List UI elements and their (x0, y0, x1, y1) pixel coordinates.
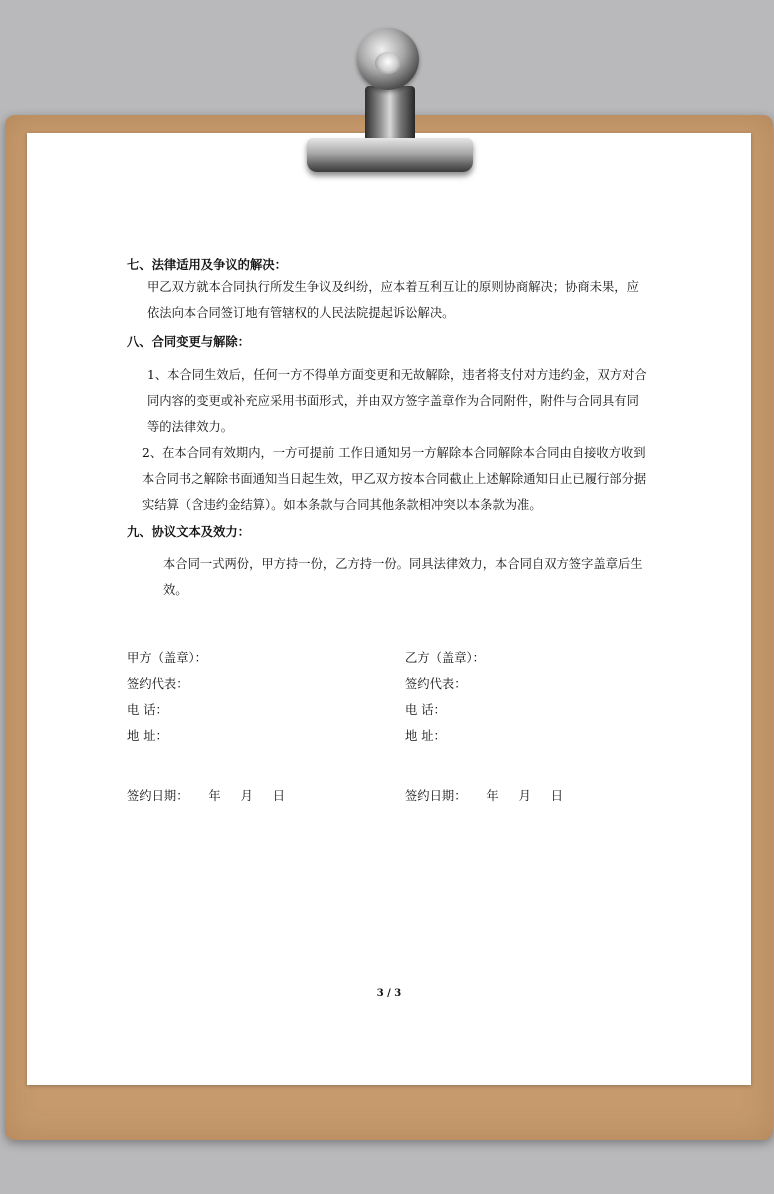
section-7-heading: 七、法律适用及争议的解决： (127, 258, 287, 272)
party-b-address: 地 址： (405, 729, 446, 743)
party-a-phone: 电 话： (127, 703, 168, 717)
section-7-text: 甲乙双方就本合同执行所发生争议及纠纷，应本着互利互让的原则协商解决；协商未果，应依法向本合同签订地有管辖权的人民法院提起诉讼解决。 (147, 280, 639, 320)
party-b-seal: 乙方（盖章）： (405, 651, 485, 665)
section-8-item-2: 2、在本合同有效期内，一方可提前 工作日通知另一方解除本合同解除本合同由自接收方收到本合同书之解除书面通知当日起生效，甲乙双方按本合同截止上述解除通知日止已履行部分据实结算（含违约金结算）。如本条款与合同其他条款相冲突以本条款为准。 (142, 446, 647, 512)
binder-clip-hole (375, 52, 401, 74)
party-a-address: 地 址： (127, 729, 168, 743)
page-number: 3 / 3 (376, 988, 402, 999)
section-9-text: 本合同一式两份，甲方持一份，乙方持一份。同具法律效力，本合同自双方签字盖章后生效。 (163, 557, 643, 597)
section-8-heading: 八、合同变更与解除： (127, 335, 250, 349)
section-8-item-1: 1、本合同生效后，任何一方不得单方面变更和无故解除，违者将支付对方违约金，双方对合同内容的变更或补充应采用书面形式，并由双方签字盖章作为合同附件，附件与合同具有同等的法律效力。 (147, 368, 647, 434)
party-b-phone: 电 话： (405, 703, 446, 717)
party-a-date: 签约日期： 年 月 日 (127, 789, 286, 803)
party-a-rep: 签约代表： (127, 677, 189, 691)
section-9-heading: 九、协议文本及效力： (127, 525, 250, 539)
party-b-rep: 签约代表： (405, 677, 467, 691)
contract-page (27, 133, 751, 1085)
party-b-date: 签约日期： 年 月 日 (405, 789, 564, 803)
party-a-seal: 甲方（盖章）： (127, 651, 207, 665)
